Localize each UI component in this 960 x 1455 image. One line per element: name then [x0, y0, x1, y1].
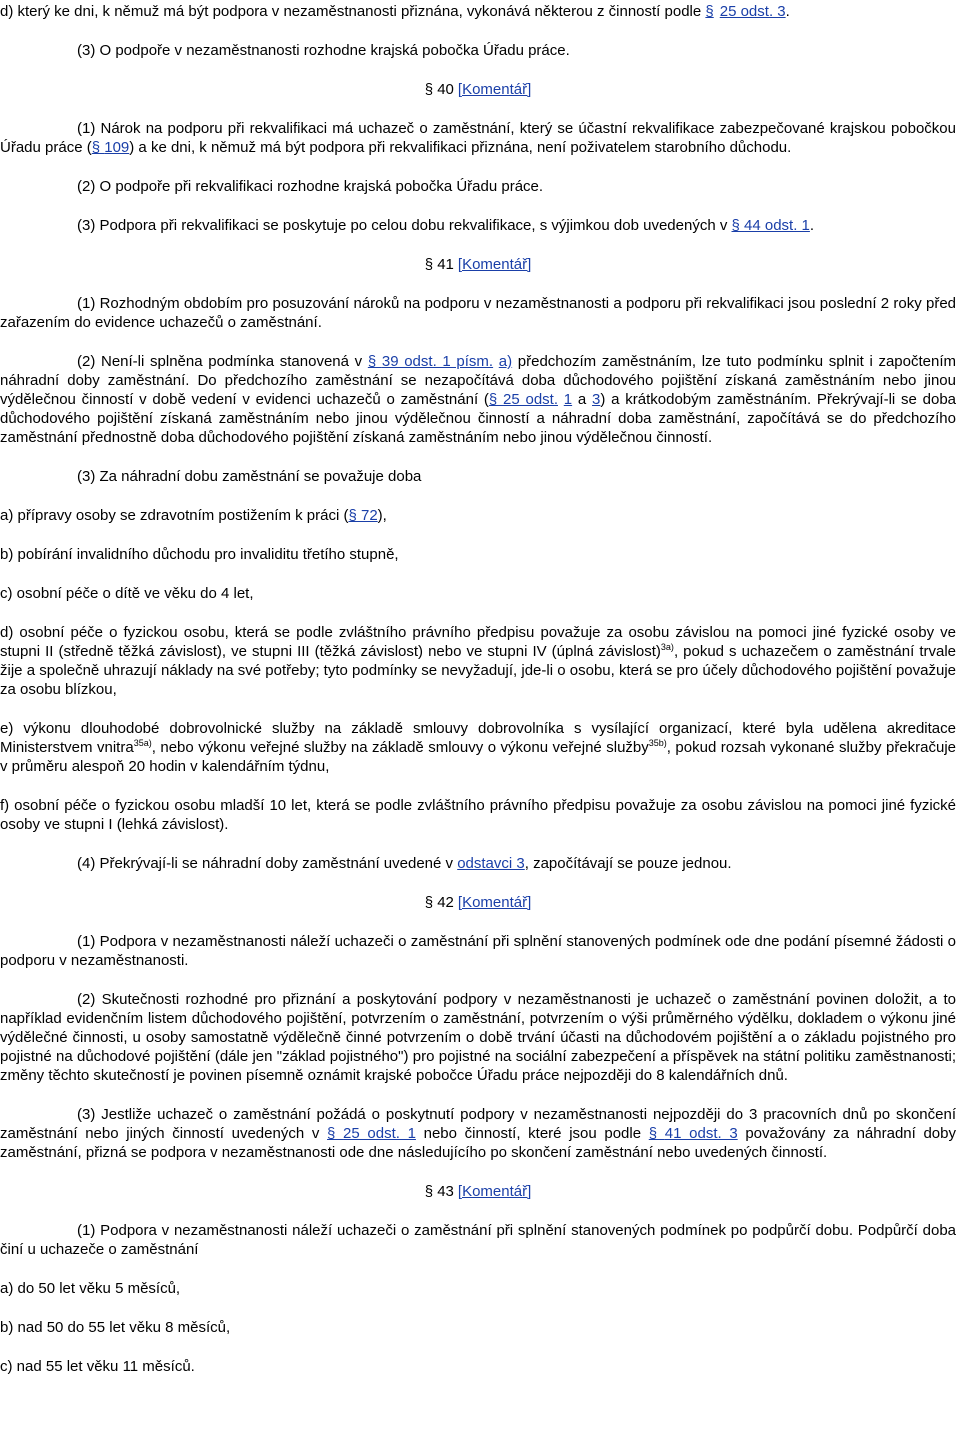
text: . [785, 3, 790, 20]
link-25-odst-3[interactable]: § 25 odst. 3 [705, 3, 786, 20]
comment-link-42[interactable]: [Komentář] [457, 894, 532, 911]
text: d) který ke dni, k němuž má být podpora v nezaměstnanosti přiznána, vykonává některou z činností podle [0, 3, 702, 20]
section-heading-43: § 43 [Komentář] [424, 1183, 532, 1200]
s41-item-a: a) přípravy osoby se zdravotním postižením k práci (§ 72), [0, 507, 387, 524]
section-heading-42: § 42 [Komentář] [424, 894, 532, 911]
section-heading-40: § 40 [Komentář] [424, 81, 532, 98]
s41-item-d: d) osobní péče o fyzickou osobu, která se podle zvláštního právního předpisu považuje za osobu závislou na pomoci jiné fyzické osoby ve stupni II (středně těžká závislost), ve stupni III (těžká závislost) nebo ve stupni IV (úplná závislost)$^{3a)}$, pokud s uchazečem o zaměstnání trvale žije a společně uhrazují náklady na své potřeby; tyto podmínky se nevyžadují, jde-li o osobu, která se pro účely důchodového pojištění považuje za osobu blízkou, [0, 624, 956, 698]
s41-paragraph-1: (1) Rozhodným obdobím pro posuzování nároků na podporu v nezaměstnanosti a podporu při rekvalifikaci jsou poslední 2 roky před zařazením do evidence uchazečů o zaměstnání. [0, 295, 956, 331]
s41-paragraph-3: (3) Za náhradní dobu zaměstnání se považuje doba [77, 468, 422, 485]
s41-paragraph-2: (2) Není-li splněna podmínka stanovená v § 39 odst. 1 písm. a) předchozím zaměstnáním, lze tuto podmínku splnit i započtením náhradní doby zaměstnání. Do předchozího zaměstnání se nezapočítává doba důchodového pojištění získaná zaměstnáním nebo jinou výdělečnou činností v době vedení v evidenci uchazečů o zaměstnání (§ 25 odst. 1 a 3) a krátkodobým zaměstnáním. Překrývají-li se doba důchodového pojištění získaná zaměstnáním nebo jinou výdělečnou činností a náhradní doba zaměstnání, započítává se do předchozího zaměstnání přednostně doba důchodového pojištění získaná zaměstnáním nebo jinou výdělečnou činností. [0, 353, 956, 446]
comment-link-40[interactable]: [Komentář] [457, 81, 532, 98]
s41-item-e: e) výkonu dlouhodobé dobrovolnické služby na základě smlouvy dobrovolníka s vysílající organizací, které byla udělena akreditace Ministerstvem vnitra$^{35a)}$, nebo výkonu veřejné služby na základě smlouvy o výkonu veřejné služby$^{35b)}$, pokud rozsah vykonané služby překračuje v průměru alespoň 20 hodin v kalendářním týdnu, [0, 720, 957, 775]
s43-item-b: b) nad 50 do 55 let věku 8 měsíců, [0, 1319, 231, 1336]
s43-item-a: a) do 50 let věku 5 měsíců, [0, 1280, 181, 1297]
link-39-odst-1[interactable]: § 39 odst. 1 písm. [367, 353, 494, 370]
link-25-odst-1[interactable]: 1 [563, 391, 573, 408]
link-41-odst-3[interactable]: § 41 odst. 3 [648, 1125, 738, 1142]
s41-paragraph-4: (4) Překrývají-li se náhradní doby zaměstnání uvedené v odstavci 3, započítávají se pouze jednou. [77, 855, 732, 872]
s41-item-f: f) osobní péče o fyzickou osobu mladší 10 let, která se podle zvláštního právního předpisu považuje za osobu závislou na pomoci jiné fyzické osoby ve stupni I (lehká závislost). [0, 797, 956, 833]
s41-item-b: b) pobírání invalidního důchodu pro invaliditu třetího stupně, [0, 546, 399, 563]
s41-item-c: c) osobní péče o dítě ve věku do 4 let, [0, 585, 254, 602]
comment-link-43[interactable]: [Komentář] [457, 1183, 532, 1200]
s42-paragraph-3: (3) Jestliže uchazeč o zaměstnání požádá o poskytnutí podpory v nezaměstnanosti nejpozději do 3 pracovních dnů po skončení zaměstnání nebo jiných činností uvedených v § 25 odst. 1 nebo činností, které jsou podle § 41 odst. 3 považovány za náhradní doby zaměstnání, přizná se podpora v nezaměstnanosti ode dne následujícího po skončení zaměstnání nebo uvedených činností. [0, 1106, 956, 1161]
paragraph-3: (3) O podpoře v nezaměstnanosti rozhodne krajská pobočka Úřadu práce. [77, 42, 570, 59]
s43-paragraph-1: (1) Podpora v nezaměstnanosti náleží uchazeči o zaměstnání při splnění stanovených podmínek po podpůrčí dobu. Podpůrčí doba činí u uchazeče o zaměstnání [0, 1222, 956, 1258]
link-25-odst-3b[interactable]: 3 [592, 391, 601, 408]
footnote-35a: 35a) [133, 738, 152, 748]
link-25-odst-1b[interactable]: § 25 odst. 1 [327, 1125, 416, 1142]
link-25-odst[interactable]: § 25 odst. [488, 391, 558, 408]
s40-paragraph-2: (2) O podpoře při rekvalifikaci rozhodne krajská pobočka Úřadu práce. [77, 178, 544, 195]
link-72[interactable]: § 72 [348, 507, 378, 524]
link-44-odst-1[interactable]: § 44 odst. 1 [731, 217, 810, 234]
s43-item-c: c) nad 55 let věku 11 měsíců. [0, 1358, 195, 1375]
link-odstavci-3[interactable]: odstavci 3 [457, 855, 525, 872]
link-109[interactable]: § 109 [91, 139, 130, 156]
s42-paragraph-1: (1) Podpora v nezaměstnanosti náleží uchazeči o zaměstnání při splnění stanovených podmínek ode dne podání písemné žádosti o podporu v nezaměstnanosti. [0, 933, 956, 969]
s40-paragraph-1: (1) Nárok na podporu při rekvalifikaci má uchazeč o zaměstnání, který se účastní rekvalifikace zabezpečované krajskou pobočkou Úřadu práce (§ 109) a ke dni, k němuž má být podpora při rekvalifikaci přiznána, není poživatelem starobního důchodu. [0, 120, 956, 156]
footnote-3a: 3a) [660, 642, 674, 652]
footnote-35b: 35b) [648, 738, 667, 748]
s40-paragraph-3: (3) Podpora při rekvalifikaci se poskytuje po celou dobu rekvalifikace, s výjimkou dob uvedených v § 44 odst. 1. [77, 217, 815, 234]
link-39-pism-a[interactable]: a) [498, 353, 513, 370]
section-heading-41: § 41 [Komentář] [424, 256, 532, 273]
comment-link-41[interactable]: [Komentář] [457, 256, 532, 273]
paragraph-d [0, 2, 956, 21]
s42-paragraph-2: (2) Skutečnosti rozhodné pro přiznání a poskytování podpory v nezaměstnanosti je uchazeč o zaměstnání povinen doložit, a to například evidenčním listem důchodového pojištění, potvrzením o zaměstnání, potvrzením o výši průměrného výdělku, dokladem o výkonu jiné výdělečné činnosti, u osoby samostatně výdělečně činné potvrzením o době trvání účasti na důchodovém pojištění a o základu pojistného pro pojistné na důchodové pojištění (dále jen "základ pojistného") pro pojistné na sociální zabezpečení a příspěvek na státní politiku zaměstnanosti; změny těchto skutečností je povinen písemně oznámit krajské pobočce Úřadu práce nejpozději do 8 kalendářních dnů. [0, 991, 956, 1084]
